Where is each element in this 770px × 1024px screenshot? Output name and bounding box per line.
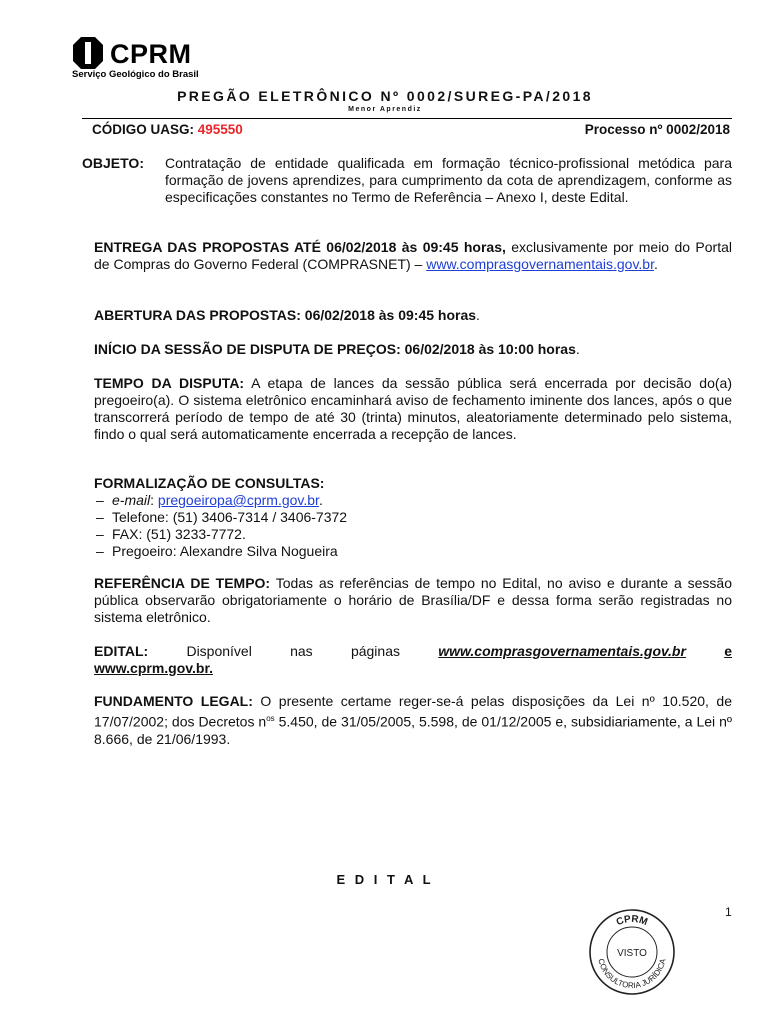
- uasg-number: 495550: [197, 122, 243, 137]
- logo-subtitle: Serviço Geológico do Brasil: [72, 69, 199, 80]
- logo-text: CPRM: [110, 39, 192, 69]
- inicio-tail: .: [575, 341, 580, 357]
- uasg-label: CÓDIGO UASG:: [92, 122, 198, 137]
- visto-stamp: [588, 908, 676, 996]
- consultas-title: FORMALIZAÇÃO DE CONSULTAS:: [94, 475, 325, 491]
- fundamento-text: O presente certame reger-se-á pelas disposições da Lei nº 10.520, de 17/07/2002; dos Decretos n: [94, 693, 732, 730]
- abertura-label: ABERTURA DAS PROPOSTAS: 06/02/2018 às 09:45 horas: [94, 307, 477, 323]
- uasg-code: [92, 122, 243, 137]
- email-label: e-mail: [112, 492, 151, 508]
- cprm-logo: [70, 36, 250, 82]
- objeto-text: Contratação de entidade qualificada em formação técnico-profissional metódica para formação de jovens aprendizes, para cumprimento da cota de aprendizagem, conforme as especificações constantes no Termo de Referência – Anexo I, deste Edital.: [165, 155, 732, 205]
- list-item: – FAX: (51) 3233-7772.: [94, 526, 732, 543]
- list-item: – Telefone: (51) 3406-7314 / 3406-7372: [94, 509, 732, 526]
- edital-word: Disponível: [186, 643, 252, 659]
- entrega-tail: .: [653, 256, 658, 272]
- document-title: PREGÃO ELETRÔNICO Nº 0002/SUREG-PA/2018: [177, 88, 593, 104]
- fundamento-sup: os: [266, 714, 275, 723]
- tempo-label: TEMPO DA DISPUTA:: [94, 375, 245, 391]
- referencia-text: Todas as referências de tempo no Edital, no aviso e durante a sessão pública observarão obrigatoriamente o horário de Brasília/DF e dessa forma serão registradas no sistema eletrônico.: [94, 575, 732, 625]
- comprasgov-link[interactable]: www.comprasgovernamentais.gov.br: [438, 643, 686, 659]
- entrega-paragraph: [94, 239, 732, 273]
- edital-label: EDITAL:: [94, 643, 149, 659]
- fundamento-paragraph: [94, 693, 732, 748]
- edital-paragraph: [94, 643, 732, 677]
- fundamento-label: FUNDAMENTO LEGAL:: [94, 693, 253, 709]
- inicio-paragraph: [94, 341, 732, 358]
- edital-line: [94, 643, 732, 660]
- edital-word: e: [724, 643, 732, 659]
- consultas-list: [94, 492, 732, 560]
- processo-number: Processo nº 0002/2018: [584, 122, 730, 137]
- page-number: 1: [725, 905, 732, 919]
- edital-word: nas: [290, 643, 313, 659]
- stamp-bottom-text: CONSULTORIA JURÍDICA: [596, 957, 668, 991]
- entrega-text: exclusivamente por meio do Portal de Compras do Governo Federal (COMPRASNET) –: [94, 239, 732, 272]
- list-item: – Pregoeiro: Alexandre Silva Nogueira: [94, 543, 732, 560]
- cprm-site-link[interactable]: www.cprm.gov.br.: [94, 660, 214, 676]
- email-link[interactable]: pregoeiropa@cprm.gov.br: [157, 492, 319, 508]
- cprm-logo-icon: [72, 36, 104, 70]
- comprasnet-link[interactable]: www.comprasgovernamentais.gov.br: [426, 256, 654, 272]
- abertura-paragraph: [94, 307, 732, 324]
- consultas-section: [94, 475, 732, 560]
- tempo-paragraph: [94, 375, 732, 443]
- email-separator: :: [150, 492, 158, 508]
- list-item: [94, 492, 732, 509]
- referencia-paragraph: [94, 575, 732, 626]
- fundamento-text-2: 5.450, de 31/05/2005, 5.598, de 01/12/2005 e, subsidiariamente, a Lei nº 8.666, de 21/06/1993.: [94, 713, 732, 747]
- edital-heading: E D I T A L: [336, 872, 434, 887]
- entrega-label: ENTREGA DAS PROPOSTAS ATÉ 06/02/2018 às 09:45 horas,: [94, 239, 506, 255]
- stamp-center-text: VISTO: [617, 948, 647, 959]
- referencia-label: REFERÊNCIA DE TEMPO:: [94, 575, 271, 591]
- svg-text:CPRM: [615, 914, 649, 928]
- email-tail: .: [318, 492, 323, 508]
- inicio-label: INÍCIO DA SESSÃO DE DISPUTA DE PREÇOS: 06/02/2018 às 10:00 horas: [94, 341, 576, 357]
- edital-word: páginas: [350, 643, 400, 659]
- tempo-text: A etapa de lances da sessão pública será encerrada por decisão do(a) pregoeiro(a). O sistema eletrônico encaminhará aviso de fechamento iminente dos lances, após o que transcorrerá período de tempo de até 30 (trinta) minutos, aleatoriamente determinado pelo sistema, findo o qual será automaticamente encerrada a recepção de lances.: [94, 375, 732, 442]
- stamp-top-text: CPRM: [614, 913, 650, 929]
- header-divider: [82, 118, 732, 119]
- abertura-tail: .: [476, 307, 480, 323]
- objeto-label: OBJETO:: [82, 155, 144, 171]
- document-subtitle: Menor Aprendiz: [348, 106, 422, 113]
